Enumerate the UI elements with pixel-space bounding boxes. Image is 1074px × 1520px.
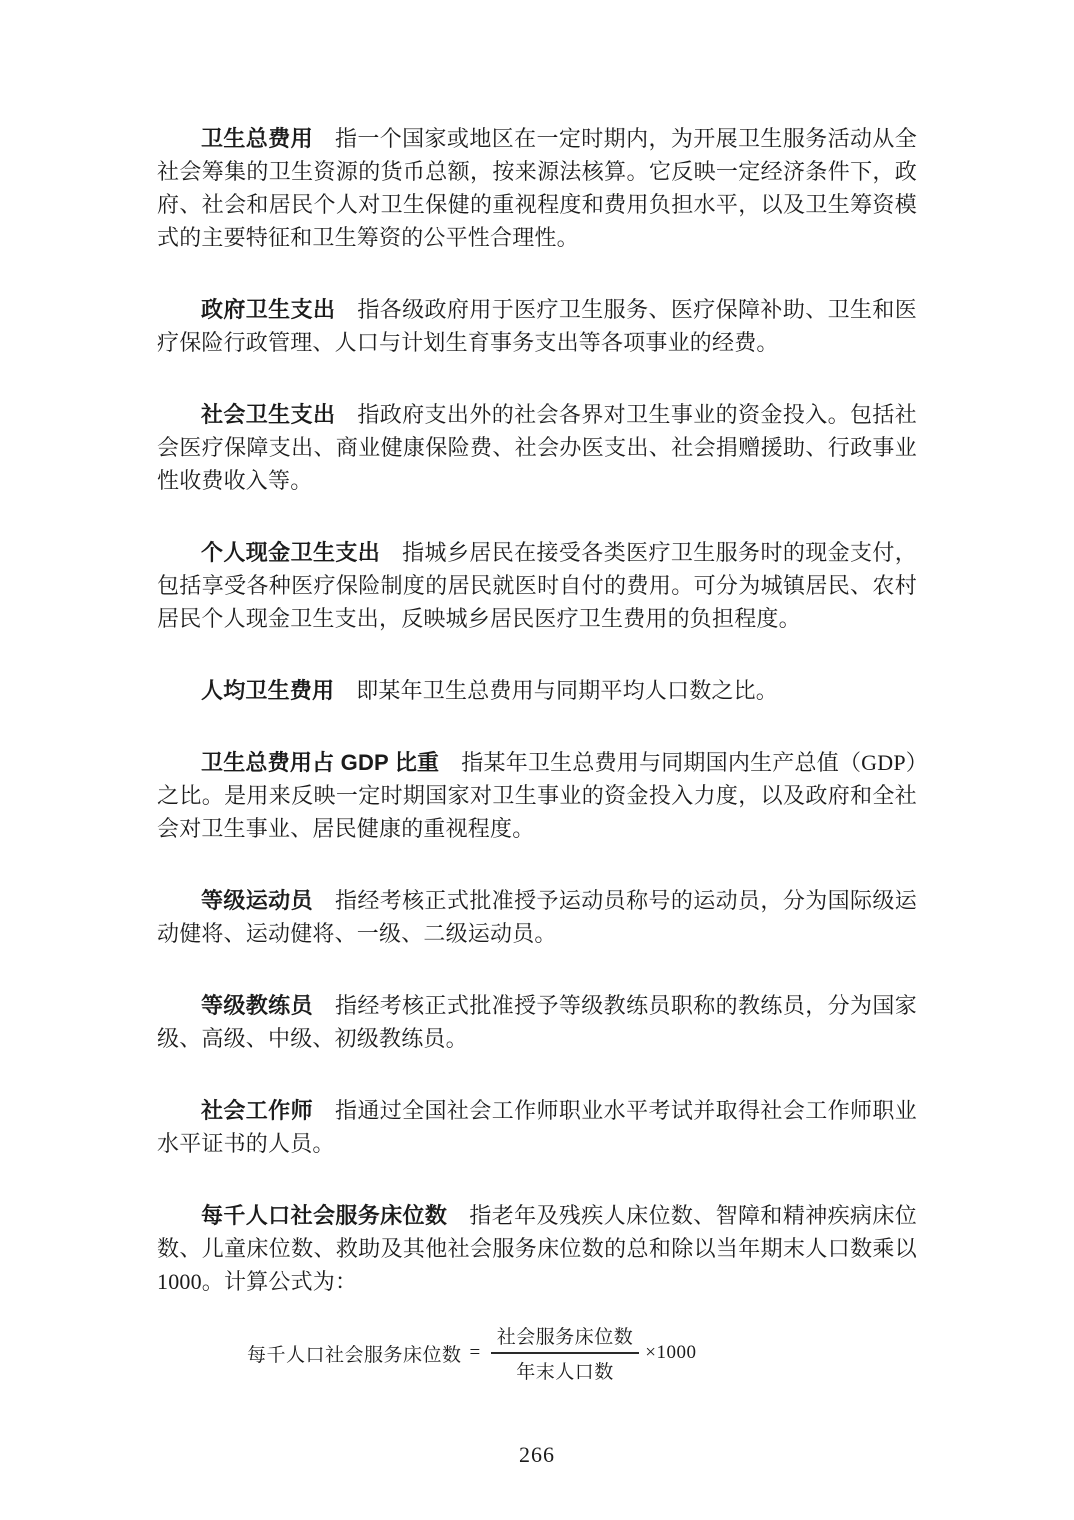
glossary-entry-graded-coaches: [157, 989, 917, 1055]
formula-lhs: 每千人口社会服务床位数: [247, 1344, 462, 1366]
formula-multiplier: ×1000: [645, 1342, 697, 1363]
term-definition: 指经考核正式批准授予等级教练员职称的教练员，分为国家级、高级、中级、初级教练员。: [157, 993, 917, 1051]
term-label: 等级教练员: [201, 993, 313, 1018]
term-definition: 指老年及残疾人床位数、智障和精神疾病床位数、儿童床位数、救助及其他社会服务床位数的总和除以当年期末人口数乘以 1000。计算公式为：: [157, 1203, 917, 1294]
term-label: 卫生总费用占 GDP 比重: [201, 750, 440, 775]
formula: [247, 1322, 917, 1384]
page-number: 266: [519, 1442, 555, 1467]
term-definition: 指经考核正式批准授予运动员称号的运动员，分为国际级运动健将、运动健将、一级、二级运动员。: [157, 888, 917, 946]
term-label: 卫生总费用: [201, 126, 313, 151]
term-definition: 指某年卫生总费用与同期国内生产总值（GDP）之比。是用来反映一定时期国家对卫生事业的资金投入力度，以及政府和全社会对卫生事业、居民健康的重视程度。: [157, 750, 917, 841]
term-definition: 指政府支出外的社会各界对卫生事业的资金投入。包括社会医疗保障支出、商业健康保险费、社会办医支出、社会捐赠援助、行政事业性收费收入等。: [157, 402, 917, 493]
term-definition: 指城乡居民在接受各类医疗卫生服务时的现金支付，包括享受各种医疗保险制度的居民就医时自付的费用。可分为城镇居民、农村居民个人现金卫生支出，反映城乡居民医疗卫生费用的负担程度。: [157, 540, 917, 631]
glossary-entry-total-health-expenditure: [157, 122, 917, 254]
glossary-entry-per-capita-health-expenditure: [157, 674, 917, 707]
term-label: 社会卫生支出: [201, 402, 336, 427]
glossary-entry-health-expenditure-gdp-ratio: [157, 746, 917, 845]
term-label: 每千人口社会服务床位数: [201, 1203, 448, 1228]
formula-equals-sign: =: [469, 1342, 481, 1363]
glossary-content: [157, 122, 917, 1384]
glossary-entry-personal-cash-health-expenditure: [157, 536, 917, 635]
formula-numerator: 社会服务床位数: [491, 1322, 640, 1354]
glossary-entry-graded-athletes: [157, 884, 917, 950]
glossary-entry-government-health-expenditure: [157, 293, 917, 359]
term-label: 个人现金卫生支出: [201, 540, 381, 565]
term-label: 人均卫生费用: [201, 678, 335, 703]
term-definition: 指各级政府用于医疗卫生服务、医疗保障补助、卫生和医疗保险行政管理、人口与计划生育事务支出等各项事业的经费。: [157, 297, 917, 355]
term-definition: 指通过全国社会工作师职业水平考试并取得社会工作师职业水平证书的人员。: [157, 1098, 917, 1156]
term-definition: 即某年卫生总费用与同期平均人口数之比。: [356, 678, 779, 703]
term-label: 社会工作师: [201, 1098, 313, 1123]
formula-fraction: [491, 1322, 640, 1384]
glossary-entry-social-workers: [157, 1094, 917, 1160]
glossary-entry-social-service-beds-per-1000: [157, 1199, 917, 1298]
term-label: 等级运动员: [201, 888, 313, 913]
glossary-entry-social-health-expenditure: [157, 398, 917, 497]
formula-denominator: 年末人口数: [516, 1362, 614, 1383]
term-definition: 指一个国家或地区在一定时期内，为开展卫生服务活动从全社会筹集的卫生资源的货币总额，按来源法核算。它反映一定经济条件下，政府、社会和居民个人对卫生保健的重视程度和费用负担水平，以及卫生筹资模式的主要特征和卫生筹资的公平性合理性。: [157, 126, 917, 250]
term-label: 政府卫生支出: [201, 297, 336, 322]
